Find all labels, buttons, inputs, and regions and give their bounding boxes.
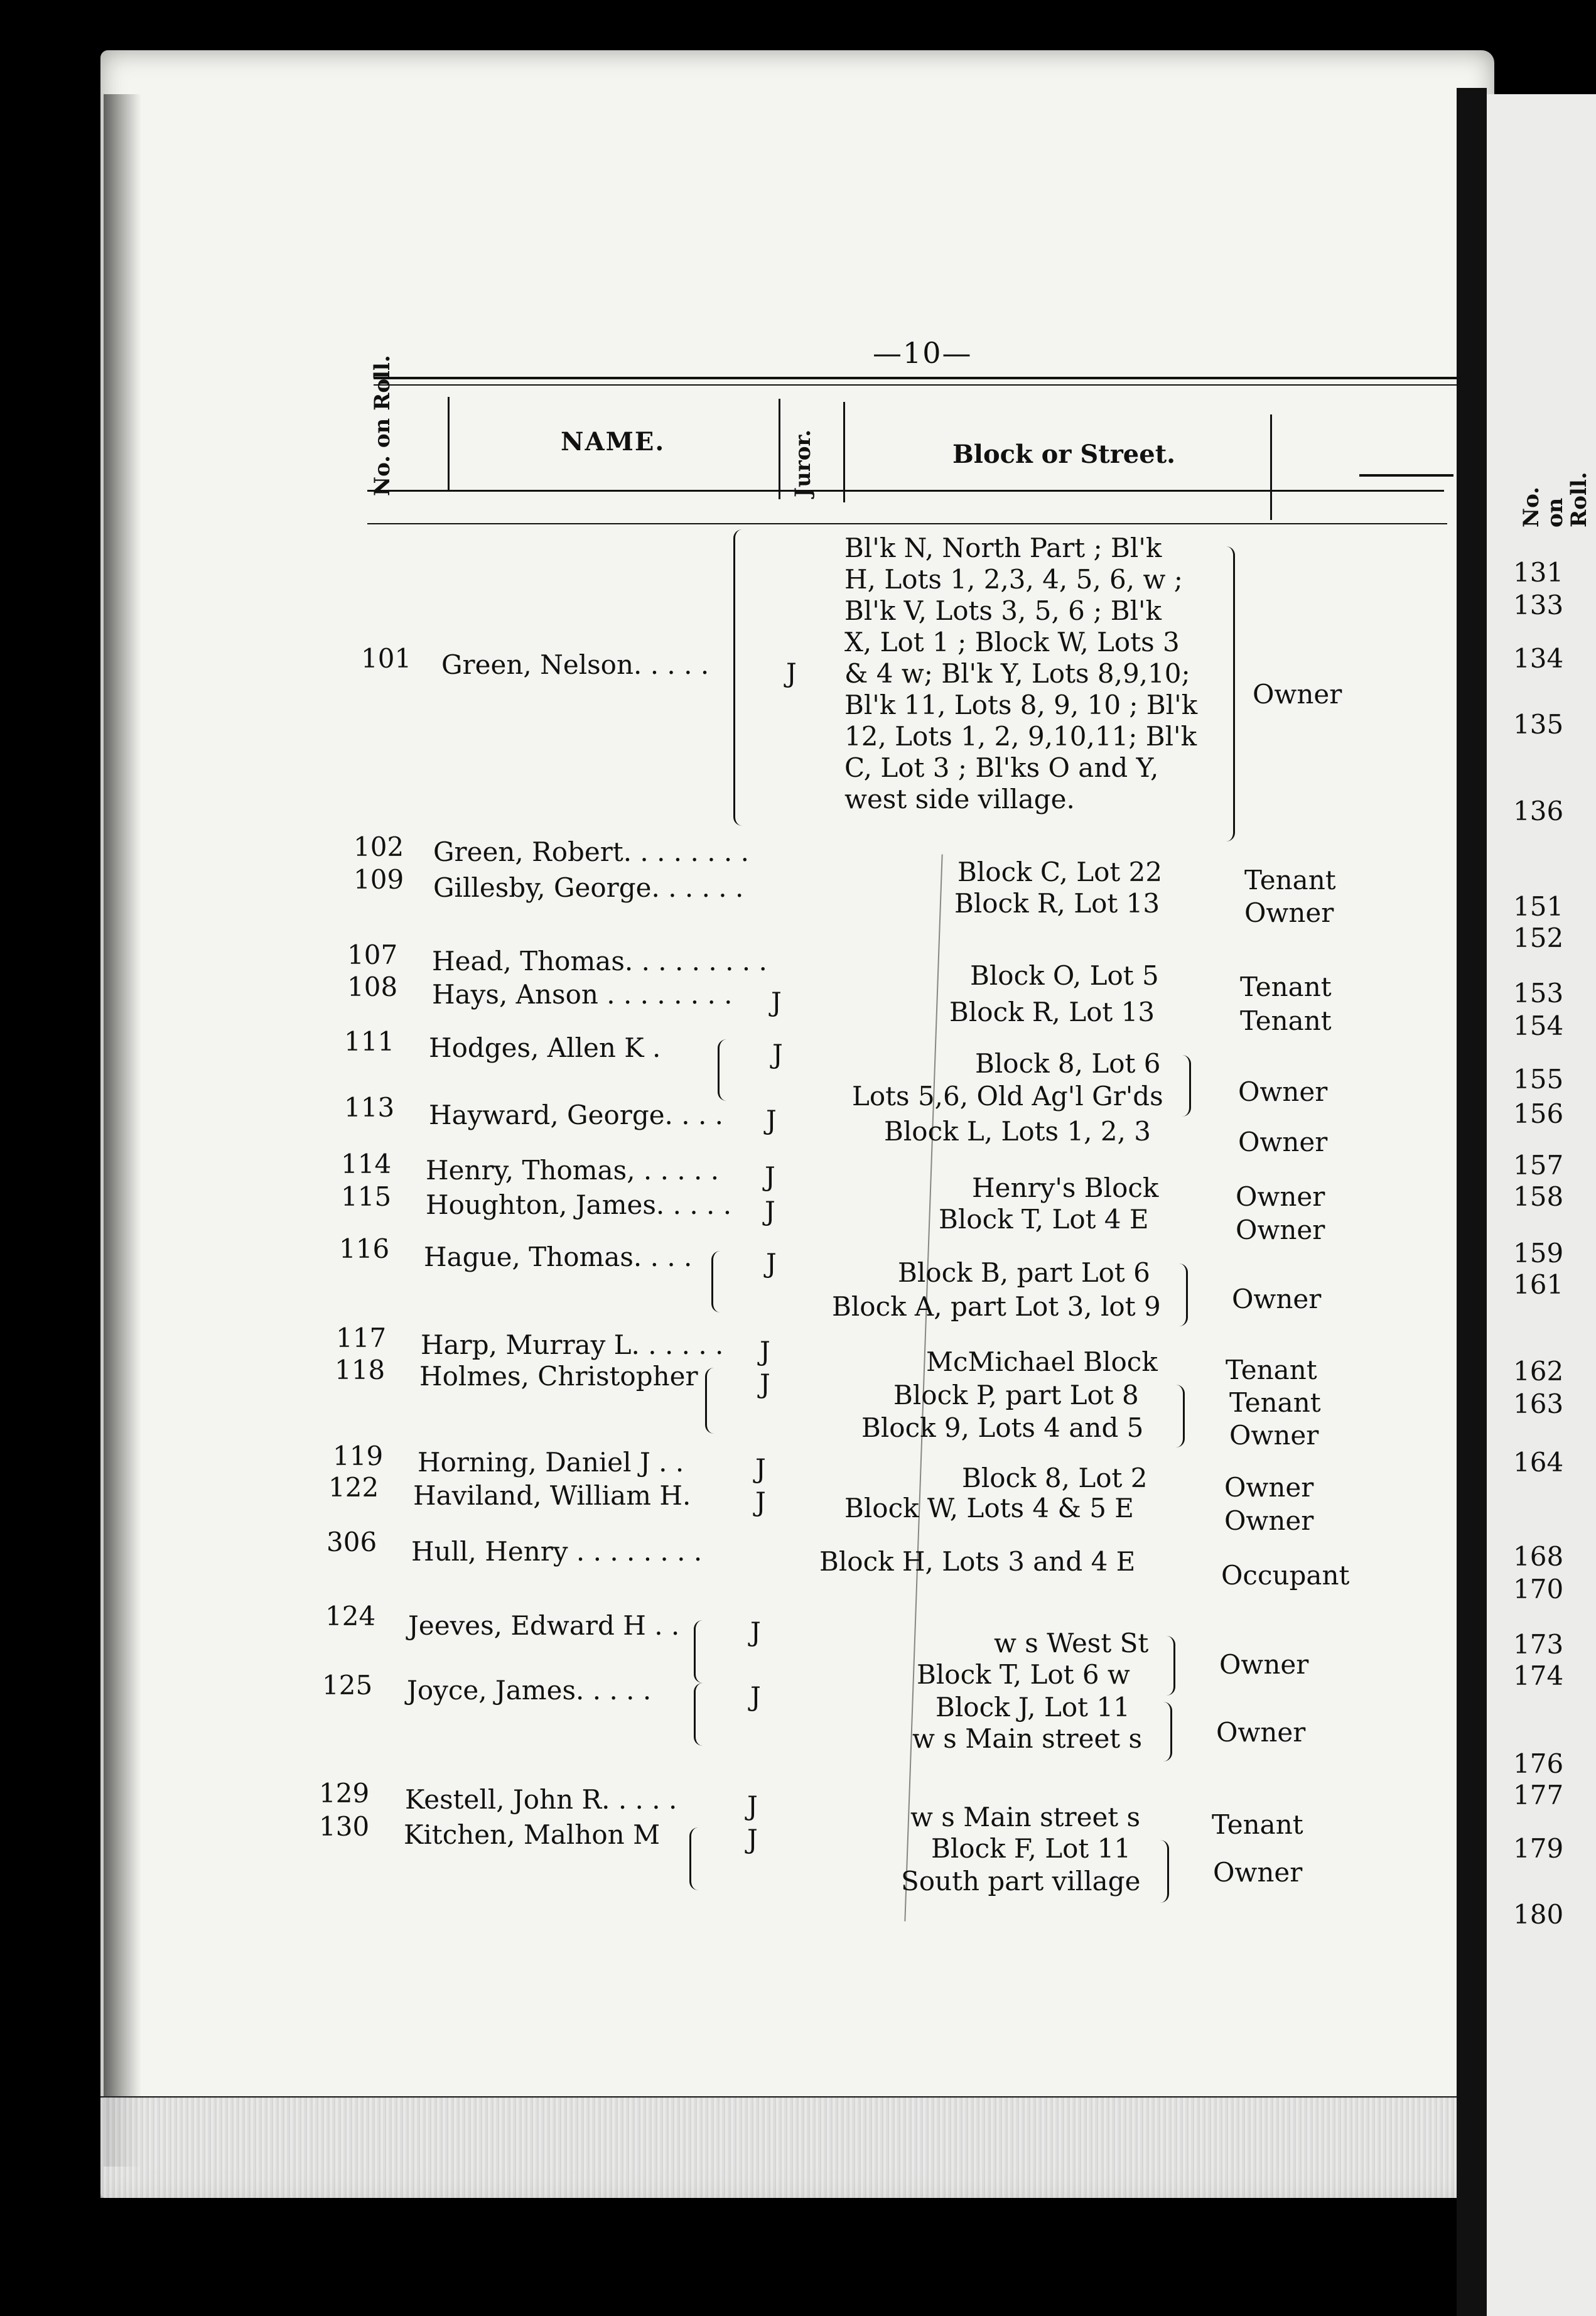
- roll-number: 125: [322, 1670, 373, 1701]
- block-description: Henry's Block: [972, 1172, 1159, 1203]
- block-description: Block T, Lot 4 E: [939, 1204, 1149, 1235]
- name-brace: [694, 1620, 704, 1683]
- occupancy-status: Owner: [1253, 679, 1342, 710]
- roll-number: 109: [353, 864, 404, 895]
- block-brace: [1174, 1385, 1185, 1447]
- occupancy-status: Tenant: [1244, 865, 1336, 896]
- facing-roll-number: 136: [1513, 796, 1564, 826]
- juror-mark: J: [750, 1681, 761, 1712]
- roll-number: 101: [361, 643, 412, 674]
- juror-mark: J: [747, 1824, 758, 1854]
- block-description: Block J, Lot 11: [935, 1692, 1130, 1723]
- roll-number: 122: [328, 1472, 379, 1503]
- facing-roll-number: 152: [1513, 923, 1564, 953]
- block-description: Block H, Lots 3 and 4 E: [819, 1546, 1136, 1577]
- entry-name: Green, Nelson. . . . .: [441, 649, 709, 680]
- roll-number: 108: [347, 971, 398, 1002]
- name-brace: [705, 1368, 716, 1434]
- block-line: X, Lot 1 ; Block W, Lots 3: [844, 627, 1180, 657]
- facing-roll-number: 180: [1513, 1899, 1564, 1930]
- block-description: w s West St: [994, 1628, 1149, 1659]
- juror-mark: J: [760, 1336, 770, 1366]
- facing-roll-number: 170: [1513, 1574, 1564, 1604]
- facing-roll-number: 156: [1513, 1098, 1564, 1129]
- column-header-juror: Juror.: [790, 429, 816, 497]
- entry-name: Hays, Anson . . . . . . . .: [432, 979, 733, 1010]
- block-line: Bl'k N, North Part ; Bl'k: [844, 533, 1162, 563]
- roll-number: 124: [325, 1601, 376, 1631]
- entry-name: Houghton, James. . . . .: [426, 1189, 732, 1220]
- occupancy-status: Owner: [1244, 897, 1334, 928]
- juror-mark: J: [772, 1039, 783, 1069]
- facing-roll-number: 177: [1513, 1780, 1564, 1810]
- facing-roll-number: 131: [1513, 557, 1564, 588]
- column-header-roll-no: No. on Roll.: [370, 355, 395, 496]
- block-description: [844, 533, 1227, 815]
- juror-mark: J: [765, 1196, 775, 1226]
- block-line: C, Lot 3 ; Bl'ks O and Y,: [844, 752, 1159, 783]
- entry-name: Horning, Daniel J . .: [418, 1447, 684, 1478]
- roll-number: 113: [344, 1092, 395, 1123]
- header-top-rule: [374, 377, 1457, 379]
- juror-mark: J: [747, 1790, 758, 1821]
- name-brace: [689, 1827, 700, 1890]
- block-description: w s Main street s: [910, 1802, 1141, 1832]
- facing-roll-number: 157: [1513, 1150, 1564, 1181]
- block-brace: [1177, 1264, 1188, 1326]
- occupancy-status: Owner: [1236, 1181, 1325, 1212]
- entry-name: Holmes, Christopher: [419, 1361, 698, 1392]
- facing-roll-number: 155: [1513, 1064, 1564, 1095]
- book-spine: [1457, 88, 1487, 2316]
- entry-name: Hull, Henry . . . . . . . .: [411, 1536, 703, 1567]
- block-description: Block T, Lot 6 w: [917, 1659, 1130, 1690]
- roll-number: 306: [326, 1527, 377, 1557]
- block-line: & 4 w; Bl'k Y, Lots 8,9,10;: [844, 658, 1190, 689]
- block-description: Block R, Lot 13: [949, 997, 1155, 1027]
- header-dash: [1359, 474, 1453, 477]
- occupancy-status: Tenant: [1240, 971, 1332, 1002]
- entry-name: Harp, Murray L. . . . . .: [421, 1329, 724, 1360]
- facing-roll-number: 174: [1513, 1660, 1564, 1691]
- block-line: west side village.: [844, 784, 1075, 814]
- facing-roll-number: 154: [1513, 1010, 1564, 1041]
- block-brace: [1180, 1055, 1191, 1117]
- header-bottom-rule-2: [367, 523, 1447, 524]
- entry-name: Jeeves, Edward H . .: [408, 1610, 680, 1641]
- entry-name: Haviland, William H.: [413, 1480, 691, 1511]
- entry-name: Joyce, James. . . . .: [407, 1675, 652, 1706]
- block-description: Block P, part Lot 8: [893, 1380, 1139, 1410]
- juror-mark: J: [760, 1368, 770, 1399]
- juror-mark: J: [755, 1453, 766, 1484]
- entry-name: Hayward, George. . . .: [429, 1100, 724, 1130]
- column-header-block: Block or Street.: [952, 440, 1176, 469]
- roll-number: 118: [335, 1355, 386, 1385]
- facing-roll-number: 159: [1513, 1238, 1564, 1269]
- occupancy-status: Owner: [1238, 1127, 1328, 1157]
- roll-number: 116: [339, 1233, 390, 1264]
- block-description: Block R, Lot 13: [954, 888, 1160, 919]
- block-description: Lots 5,6, Old Ag'l Gr'ds: [852, 1081, 1163, 1112]
- page-edge-shadow: [104, 94, 141, 2167]
- facing-roll-number: 153: [1513, 978, 1564, 1009]
- entry-name: Green, Robert. . . . . . . .: [433, 836, 749, 867]
- occupancy-status: Tenant: [1229, 1387, 1321, 1418]
- block-line: H, Lots 1, 2,3, 4, 5, 6, w ;: [844, 564, 1183, 595]
- header-bottom-rule: [367, 490, 1444, 492]
- facing-roll-number: 179: [1513, 1833, 1564, 1864]
- facing-roll-number: 173: [1513, 1629, 1564, 1660]
- roll-number: 114: [341, 1149, 392, 1179]
- name-brace: [718, 1039, 728, 1101]
- bottom-margin-texture: [100, 2097, 1494, 2198]
- block-description: Block W, Lots 4 & 5 E: [844, 1493, 1134, 1523]
- entry-name: Head, Thomas. . . . . . . . .: [432, 946, 767, 977]
- header-top-rule-2: [374, 384, 1457, 386]
- occupancy-status: Owner: [1219, 1649, 1309, 1680]
- roll-number: 117: [336, 1323, 387, 1353]
- facing-roll-number: 162: [1513, 1356, 1564, 1387]
- facing-page-header: No. on Roll.: [1519, 472, 1592, 528]
- facing-roll-number: 164: [1513, 1447, 1564, 1478]
- occupancy-status: Owner: [1238, 1076, 1328, 1107]
- juror-mark: J: [766, 1248, 777, 1279]
- facing-roll-number: 135: [1513, 709, 1564, 740]
- juror-mark: J: [750, 1616, 761, 1647]
- facing-roll-number: 151: [1513, 891, 1564, 922]
- block-brace: [1162, 1702, 1172, 1761]
- roll-number: 119: [333, 1441, 384, 1471]
- juror-mark: J: [766, 1105, 777, 1135]
- col-divider-3: [843, 402, 845, 502]
- col-divider-1: [448, 397, 450, 491]
- page-number: —10—: [873, 336, 973, 370]
- block-brace: [1158, 1840, 1169, 1903]
- column-header-name: NAME.: [561, 427, 666, 457]
- roll-number: 115: [341, 1181, 392, 1212]
- block-brace: [1165, 1636, 1175, 1696]
- block-brace: [1224, 546, 1235, 841]
- facing-roll-number: 163: [1513, 1388, 1564, 1419]
- juror-mark: J: [765, 1161, 775, 1192]
- occupancy-status: Tenant: [1212, 1809, 1303, 1840]
- block-line: 12, Lots 1, 2, 9,10,11; Bl'k: [844, 721, 1197, 752]
- facing-roll-number: 168: [1513, 1541, 1564, 1572]
- roll-number: 129: [319, 1778, 370, 1809]
- block-description: Block L, Lots 1, 2, 3: [884, 1116, 1151, 1147]
- block-description: Block O, Lot 5: [970, 960, 1159, 991]
- occupancy-status: Tenant: [1226, 1355, 1317, 1385]
- entry-name: Gillesby, George. . . . . .: [433, 872, 744, 903]
- facing-roll-number: 133: [1513, 590, 1564, 620]
- block-description: South part village: [901, 1866, 1141, 1897]
- roll-number: 102: [353, 831, 404, 862]
- occupancy-status: Occupant: [1221, 1560, 1350, 1591]
- occupancy-status: Owner: [1229, 1420, 1319, 1451]
- col-divider-4: [1270, 414, 1272, 520]
- entry-name: Hague, Thomas. . . .: [424, 1242, 693, 1272]
- block-description: w s Main street s: [912, 1723, 1143, 1754]
- block-line: Bl'k 11, Lots 8, 9, 10 ; Bl'k: [844, 690, 1198, 720]
- facing-roll-number: 134: [1513, 643, 1564, 674]
- block-description: Block 9, Lots 4 and 5: [861, 1412, 1144, 1443]
- block-description: Block C, Lot 22: [957, 857, 1163, 887]
- occupancy-status: Owner: [1236, 1215, 1325, 1245]
- block-description: Block 8, Lot 2: [962, 1463, 1148, 1493]
- occupancy-status: Owner: [1232, 1284, 1322, 1314]
- occupancy-status: Owner: [1213, 1857, 1303, 1888]
- facing-roll-number: 176: [1513, 1748, 1564, 1779]
- juror-mark: J: [786, 657, 797, 688]
- block-description: Block A, part Lot 3, lot 9: [832, 1291, 1161, 1322]
- juror-mark: J: [755, 1486, 766, 1517]
- roll-number: 111: [344, 1026, 395, 1057]
- occupancy-status: Tenant: [1240, 1005, 1332, 1036]
- facing-roll-number: 158: [1513, 1181, 1564, 1212]
- block-description: McMichael Block: [926, 1346, 1158, 1377]
- occupancy-status: Owner: [1216, 1717, 1306, 1748]
- name-brace: [711, 1251, 722, 1312]
- block-description: Block F, Lot 11: [931, 1833, 1131, 1864]
- col-divider-2: [779, 399, 780, 499]
- roll-number: 107: [347, 939, 398, 970]
- block-description: Block B, part Lot 6: [898, 1257, 1150, 1288]
- entry-name: Hodges, Allen K .: [429, 1032, 661, 1063]
- occupancy-status: Owner: [1224, 1505, 1314, 1536]
- roll-number: 130: [319, 1811, 370, 1842]
- occupancy-status: Owner: [1224, 1472, 1314, 1503]
- block-description: Block 8, Lot 6: [975, 1048, 1161, 1079]
- name-brace: [733, 529, 744, 826]
- juror-mark: J: [771, 987, 782, 1017]
- entry-name: Kitchen, Malhon M: [404, 1819, 661, 1850]
- entry-name: Kestell, John R. . . . .: [405, 1784, 677, 1815]
- name-brace: [694, 1683, 704, 1746]
- entry-name: Henry, Thomas, . . . . .: [426, 1155, 720, 1186]
- block-line: Bl'k V, Lots 3, 5, 6 ; Bl'k: [844, 595, 1162, 626]
- facing-roll-number: 161: [1513, 1269, 1564, 1300]
